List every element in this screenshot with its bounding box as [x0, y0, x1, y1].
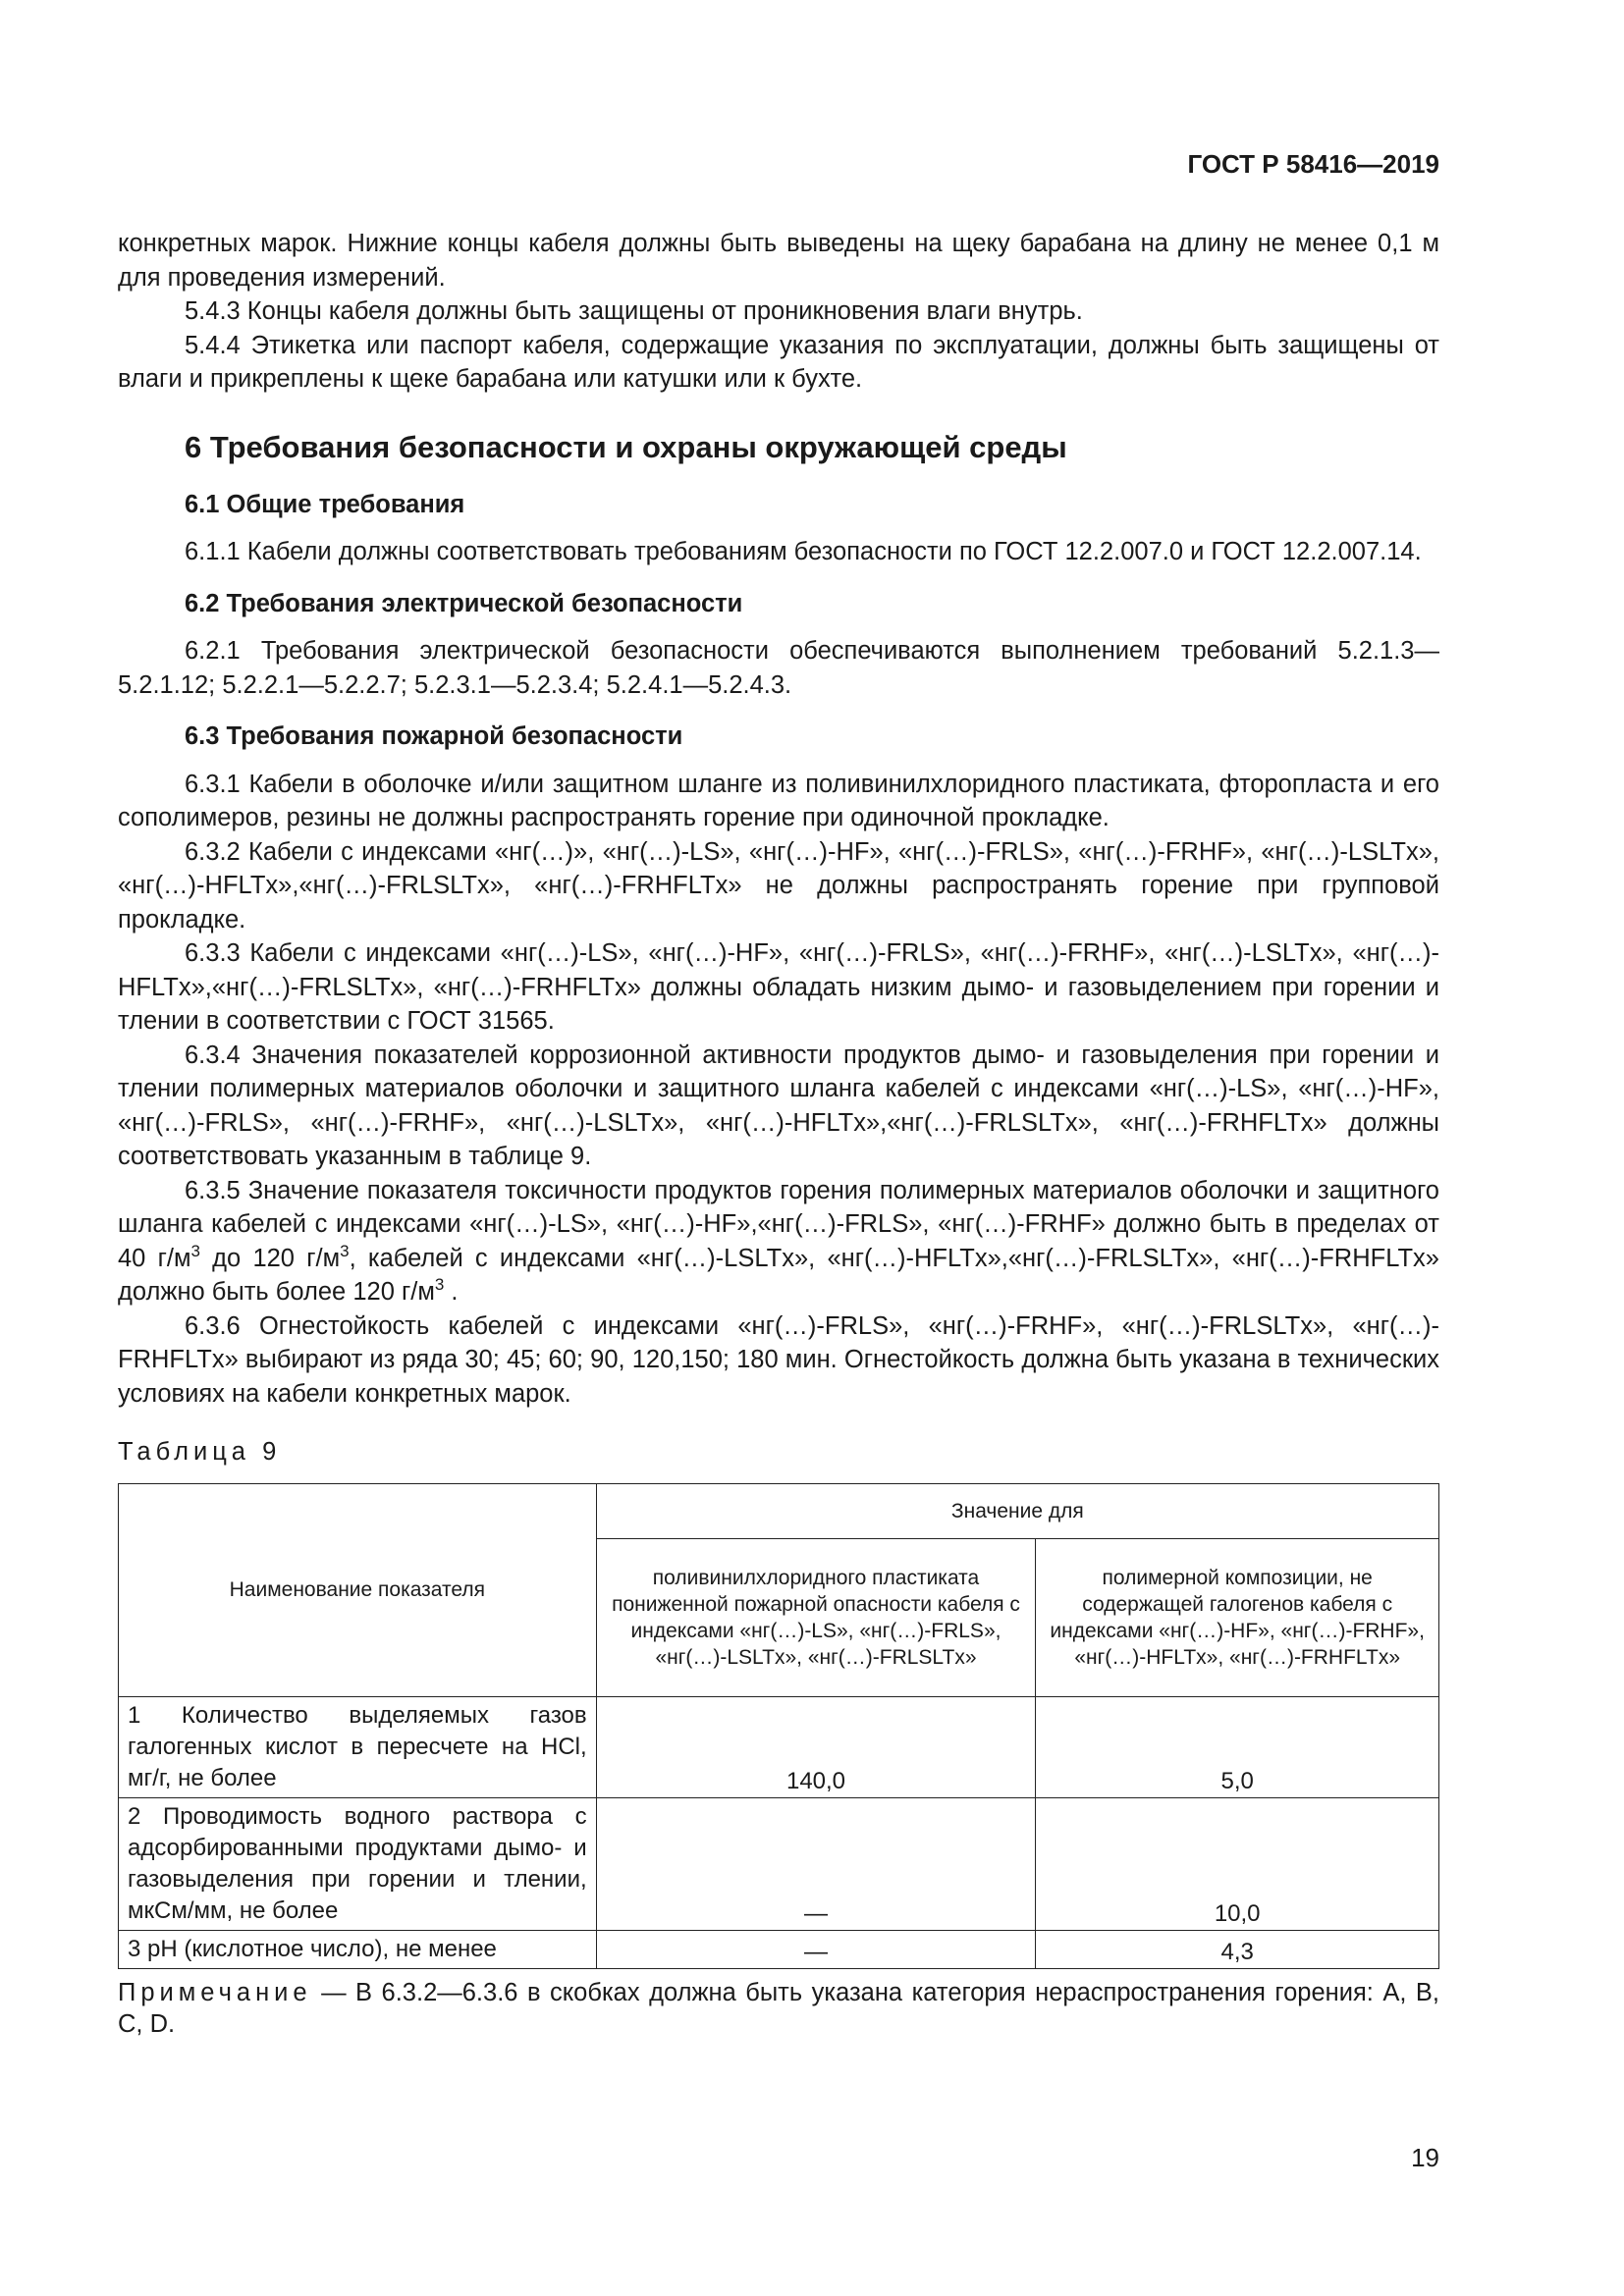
- table-header-group: Значение для: [596, 1483, 1438, 1538]
- paragraph-6-3-5: [118, 1174, 1439, 1309]
- paragraph-6-3-5-part-c: , кабелей с индексами «нг(…)-LSLTx», «нг(…)-HFLTx»,«нг(…)-FRLSLTx», «нг(…)-FRHFLTx» должно быть более 120 г/м: [118, 1244, 1439, 1306]
- paragraph-continuation: конкретных марок. Нижние концы кабеля должны быть выведены на щеку барабана на длину не менее 0,1 м для проведения измерений.: [118, 230, 1439, 292]
- paragraph-5-4-4: 5.4.4 Этикетка или паспорт кабеля, содержащие указания по эксплуатации, должны быть защищены от влаги и прикреплены к щеке барабана или катушки или к бухте.: [118, 331, 1439, 393]
- table-cell-name: 1 Количество выделяемых газов галогенных кислот в пересчете на HCl, мг/г, не более: [119, 1696, 597, 1797]
- paragraph-5-4-3: 5.4.3 Концы кабеля должны быть защищены от проникновения влаги внутрь.: [185, 297, 1083, 325]
- table-cell-name: 3 pH (кислотное число), не менее: [119, 1930, 597, 1968]
- table-caption: Таблица 9: [118, 1438, 282, 1466]
- superscript-3: 3: [190, 1241, 200, 1260]
- table-row: [119, 1930, 1439, 1968]
- table-cell-value: —: [596, 1797, 1036, 1930]
- subsection-heading-6-1: 6.1 Общие требования: [185, 490, 465, 518]
- table-header-row: [119, 1483, 1439, 1538]
- table-note: [118, 1977, 1439, 2040]
- paragraph-6-3-5-part-d: .: [444, 1278, 459, 1306]
- paragraph-6-3-2: 6.3.2 Кабели с индексами «нг(…)», «нг(…)-LS», «нг(…)-HF», «нг(…)-FRLS», «нг(…)-FRHF», «нг(…)-LSLTx», «нг(…)-HFLTx»,«нг(…)-FRLSLTx», «нг(…)-FRHFLTx» не должны распространять горение при групповой прокладке.: [118, 837, 1439, 934]
- table-header-col-2: полимерной композиции, не содержащей галогенов кабеля с индексами «нг(…)-HF», «нг(…)-FRHF», «нг(…)-HFLTx», «нг(…)-FRHFLTx»: [1036, 1538, 1439, 1696]
- subsection-heading-6-2: 6.2 Требования электрической безопасности: [185, 589, 743, 617]
- paragraph-6-1-1: 6.1.1 Кабели должны соответствовать требованиям безопасности по ГОСТ 12.2.007.0 и ГОСТ 12.2.007.14.: [185, 538, 1422, 565]
- table-cell-value: 140,0: [596, 1696, 1036, 1797]
- paragraph-6-3-5-part-b: до 120 г/м: [199, 1244, 341, 1272]
- superscript-3: 3: [340, 1241, 350, 1260]
- subsection-heading-6-3: 6.3 Требования пожарной безопасности: [185, 722, 683, 750]
- section-heading-6: 6 Требования безопасности и охраны окружающей среды: [185, 429, 1067, 464]
- paragraph-6-3-4: 6.3.4 Значения показателей коррозионной активности продуктов дымо- и газовыделения при горении и тлении полимерных материалов оболочки и защитного шланга кабелей с индексами «нг(…)-LS», «нг(…)-HF», «нг(…)-FRLS», «нг(…)-FRHF», «нг(…)-LSLTx», «нг(…)-HFLTx»,«нг(…)-FRLSLTx», «нг(…)-FRHFLTx» должны соответствовать указанным в таблице 9.: [118, 1041, 1439, 1170]
- table-cell-value: 5,0: [1036, 1696, 1439, 1797]
- table-cell-value: 10,0: [1036, 1797, 1439, 1930]
- superscript-3: 3: [434, 1275, 445, 1294]
- table-cell-name: 2 Проводимость водного раствора с адсорбированными продуктами дымо- и газовыделения при горении и тлении, мкСм/мм, не более: [119, 1797, 597, 1930]
- paragraph-6-2-1: 6.2.1 Требования электрической безопасности обеспечиваются выполнением требований 5.2.1.3—5.2.1.12; 5.2.2.1—5.2.2.7; 5.2.3.1—5.2.3.4; 5.2.4.1—5.2.4.3.: [118, 637, 1439, 699]
- table-header-name: Наименование показателя: [119, 1483, 597, 1696]
- table-row: [119, 1797, 1439, 1930]
- table-cell-value: 4,3: [1036, 1930, 1439, 1968]
- table-row: [119, 1696, 1439, 1797]
- table-note-label: Примечание: [118, 1978, 312, 2006]
- paragraph-6-3-1: 6.3.1 Кабели в оболочке и/или защитном шланге из поливинилхлоридного пластиката, фторопласта и его сополимеров, резины не должны распространять горение при одиночной прокладке.: [118, 770, 1439, 831]
- document-header: ГОСТ Р 58416—2019: [1187, 149, 1439, 179]
- paragraph-6-3-5-part-a: 6.3.5 Значение показателя токсичности продуктов горения полимерных материалов оболочки и защитного шланга кабелей с индексами «нг(…)-LS», «нг(…)-HF»,«нг(…)-FRLS», «нг(…)-FRHF» должно быть в пределах от 40 г/м: [118, 1176, 1439, 1272]
- table-header-col-1: поливинилхлоридного пластиката пониженной пожарной опасности кабеля с индексами «нг(…)-LS», «нг(…)-FRLS», «нг(…)-LSLTx», «нг(…)-FRLSLTx»: [596, 1538, 1036, 1696]
- table-cell-value: —: [596, 1930, 1036, 1968]
- document-body: [118, 227, 1439, 2040]
- page-number: 19: [1411, 2143, 1439, 2172]
- paragraph-6-3-6: 6.3.6 Огнестойкость кабелей с индексами «нг(…)-FRLS», «нг(…)-FRHF», «нг(…)-FRLSLTx», «нг(…)-FRHFLTx» выбирают из ряда 30; 45; 60; 90, 120,150; 180 мин. Огнестойкость должна быть указана в технических условиях на кабели конкретных марок.: [118, 1311, 1439, 1408]
- table-note-text: — В 6.3.2—6.3.6 в скобках должна быть указана категория нераспространения горения: A, B, C, D.: [118, 1978, 1439, 2038]
- table-9: [118, 1483, 1439, 1969]
- paragraph-6-3-3: 6.3.3 Кабели с индексами «нг(…)-LS», «нг(…)-HF», «нг(…)-FRLS», «нг(…)-FRHF», «нг(…)-LSLTx», «нг(…)-HFLTx»,«нг(…)-FRLSLTx», «нг(…)-FRHFLTx» должны обладать низким дымо- и газовыделением при горении и тлении в соответствии с ГОСТ 31565.: [118, 939, 1439, 1035]
